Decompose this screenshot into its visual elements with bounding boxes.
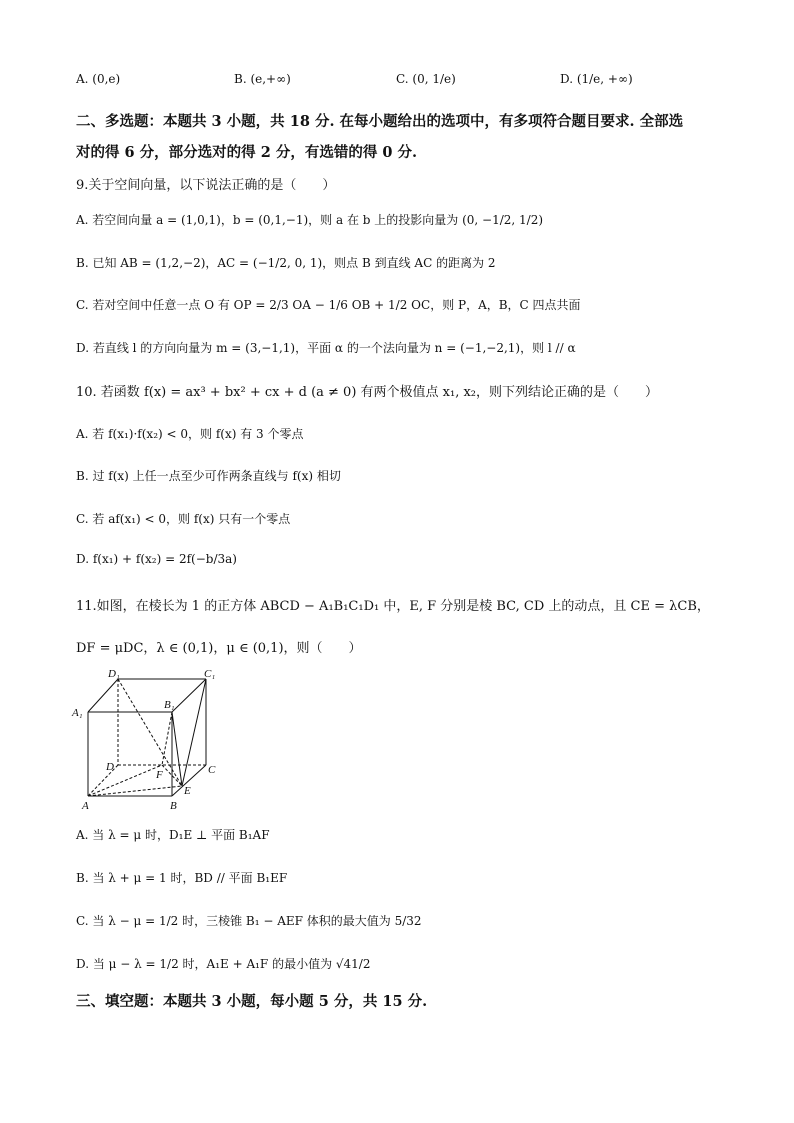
q10-option-c: C. 若 af(x₁) < 0，则 f(x) 只有一个零点: [76, 512, 291, 526]
label-e: E: [184, 785, 191, 797]
q9-option-a: A. 若空间向量 a = (1,0,1)，b = (0,1,−1)，则 a 在 b 上的投影向量为 (0, −1/2, 1/2): [76, 213, 544, 227]
label-d1: D₁: [108, 668, 120, 680]
q11-option-c: C. 当 λ − μ = 1/2 时，三棱锥 B₁ − AEF 体积的最大值为 5/32: [76, 914, 422, 928]
q11-option-b: B. 当 λ + μ = 1 时，BD // 平面 B₁EF: [76, 871, 288, 885]
segment-b1e: [172, 712, 182, 786]
label-a: A: [82, 800, 89, 812]
q9-option-b: B. 已知 AB = (1,2,−2)，AC = (−1/2, 0, 1)，则点 B 到直线 AC 的距离为 2: [76, 256, 496, 270]
q10-stem: 10. 若函数 f(x) = ax³ + bx² + cx + d (a ≠ 0) 有两个极值点 x₁, x₂，则下列结论正确的是（ ）: [76, 385, 659, 400]
edge-b1c1: [172, 679, 206, 712]
option-c-top: C. (0, 1/e): [396, 72, 456, 86]
label-a1: A₁: [72, 707, 83, 719]
q11-option-d: D. 当 μ − λ = 1/2 时，A₁E + A₁F 的最小值为 √41/2: [76, 957, 371, 971]
option-a-top: A. (0,e): [76, 72, 121, 86]
option-d-top: D. (1/e, +∞): [560, 72, 633, 86]
label-f: F: [156, 769, 163, 781]
label-c1: C₁: [204, 668, 216, 680]
option-b-top: B. (e,+∞): [234, 72, 291, 86]
q10-option-a: A. 若 f(x₁)·f(x₂) < 0，则 f(x) 有 3 个零点: [76, 427, 304, 441]
edge-a1d1: [88, 679, 118, 712]
section2-line1: 二、多选题：本题共 3 小题，共 18 分. 在每小题给出的选项中，有多项符合题目要求. 全部选: [76, 113, 684, 130]
segment-ae-hidden: [88, 786, 182, 796]
label-d: D: [106, 761, 114, 773]
q10-option-d: D. f(x₁) + f(x₂) = 2f(−b/3a): [76, 552, 237, 566]
q11-stem-line1: 11.如图，在棱长为 1 的正方体 ABCD − A₁B₁C₁D₁ 中，E, F 分别是棱 BC, CD 上的动点，且 CE = λCB，: [76, 599, 710, 614]
segment-af-hidden: [88, 765, 162, 796]
label-b1: B₁: [164, 699, 175, 711]
section3-heading: 三、填空题：本题共 3 小题，每小题 5 分，共 15 分.: [76, 993, 428, 1010]
label-c: C: [208, 764, 216, 776]
q9-stem: 9.关于空间向量，以下说法正确的是（ ）: [76, 178, 336, 193]
cube-figure: [70, 664, 230, 814]
segment-b1f-hidden: [162, 712, 172, 765]
q11-option-a: A. 当 λ = μ 时，D₁E ⊥ 平面 B₁AF: [76, 828, 270, 842]
q11-stem-line2: DF = μDC，λ ∈ (0,1)，μ ∈ (0,1)，则（ ）: [76, 641, 362, 656]
label-b: B: [170, 800, 177, 812]
q9-option-c: C. 若对空间中任意一点 O 有 OP = 2/3 OA − 1/6 OB + 1/2 OC，则 P，A，B，C 四点共面: [76, 298, 581, 312]
section2-line2: 对的得 6 分，部分选对的得 2 分，有选错的得 0 分.: [76, 144, 418, 161]
q9-option-d: D. 若直线 l 的方向向量为 m = (3,−1,1)，平面 α 的一个法向量为 n = (−1,−2,1)，则 l // α: [76, 341, 576, 355]
segment-c1e: [182, 679, 206, 786]
q10-option-b: B. 过 f(x) 上任一点至少可作两条直线与 f(x) 相切: [76, 469, 341, 483]
